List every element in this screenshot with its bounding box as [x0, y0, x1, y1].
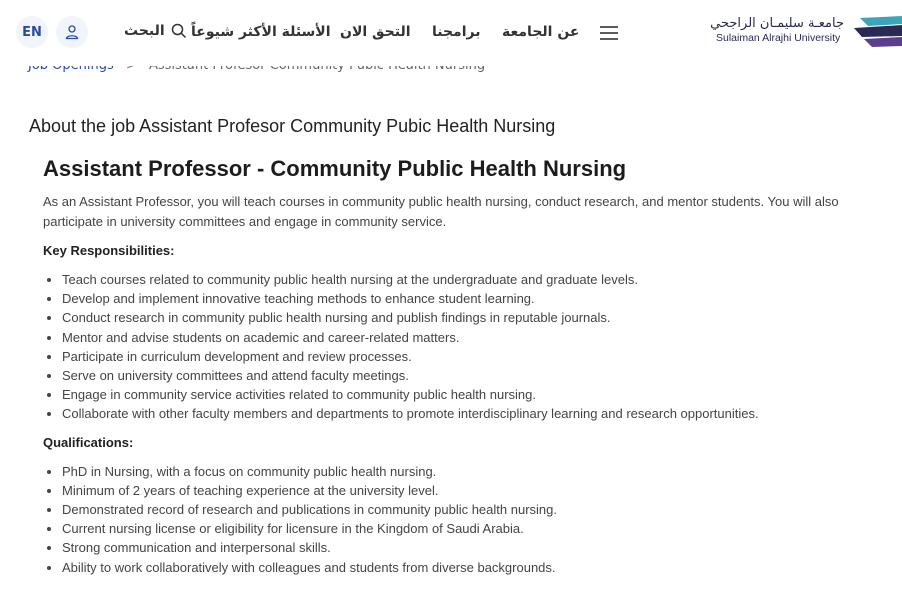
responsibilities-list: [43, 270, 843, 424]
list-item: • Develop and implement innovative teaching methods to enhance student learning.: [62, 289, 843, 308]
job-intro: As an Assistant Professor, you will teach courses in community public health nursing, conduct research, and mentor students. You will also participate in university committees and engage in community service.: [43, 194, 839, 229]
university-logo[interactable]: [710, 14, 902, 50]
search-button[interactable]: [124, 23, 187, 39]
about-job-title: About the job Assistant Profesor Community Pubic Health Nursing: [29, 116, 556, 136]
list-item: • Conduct research in community public health nursing and publish findings in reputable journals.: [62, 308, 843, 327]
list-item: • Engage in community service activities related to community public health nursing.: [62, 385, 843, 404]
list-item: • Ability to work collaboratively with colleagues and students from diverse backgrounds.: [62, 558, 843, 577]
qualifications-list: [43, 462, 843, 577]
nav-item-faq[interactable]: الأسئلة الأكثر شيوعاً: [191, 24, 331, 40]
logo-mark-icon: [850, 14, 902, 48]
job-title: Assistant Professor - Community Public Health Nursing: [43, 156, 627, 181]
search-label: البحث: [124, 23, 165, 39]
qualifications-heading: Qualifications:: [43, 434, 134, 450]
language-label: EN: [22, 24, 42, 40]
job-description: [43, 156, 843, 587]
nav-item-apply-now[interactable]: التحق الان: [340, 24, 411, 40]
list-item: • Collaborate with other faculty members and departments to promote interdisciplinary learning and research opportunities.: [62, 404, 843, 423]
list-item: • Demonstrated record of research and publications in community public health nursing.: [62, 500, 843, 519]
responsibilities-heading: Key Responsibilities:: [43, 243, 175, 258]
list-item: • Minimum of 2 years of teaching experience at the university level.: [62, 481, 843, 500]
list-item: • Serve on university committees and attend faculty meetings.: [62, 366, 843, 385]
list-item: • Participate in curriculum development and review processes.: [62, 347, 843, 366]
list-item: • Teach courses related to community public health nursing at the undergraduate and graduate levels.: [62, 270, 843, 289]
nav-item-about-university[interactable]: عن الجامعة: [502, 24, 580, 40]
user-icon: [64, 24, 80, 40]
logo-arabic-name: جامعـة سليمـان الراجحي: [710, 16, 844, 31]
search-icon: [171, 23, 187, 39]
hamburger-menu-icon[interactable]: [600, 26, 618, 40]
language-toggle-button[interactable]: [16, 16, 48, 48]
user-account-button[interactable]: [56, 16, 88, 48]
list-item: • Mentor and advise students on academic and career-related matters.: [62, 328, 843, 347]
list-item: • Strong communication and interpersonal skills.: [62, 538, 843, 557]
list-item: • Current nursing license or eligibility for licensure in the Kingdom of Saudi Arabia.: [62, 519, 843, 538]
list-item: • PhD in Nursing, with a focus on community public health nursing.: [62, 462, 843, 481]
nav-item-programs[interactable]: برامجنا: [432, 24, 481, 40]
logo-english-name: Sulaiman Alrajhi University: [716, 32, 841, 44]
site-header: [0, 0, 902, 66]
